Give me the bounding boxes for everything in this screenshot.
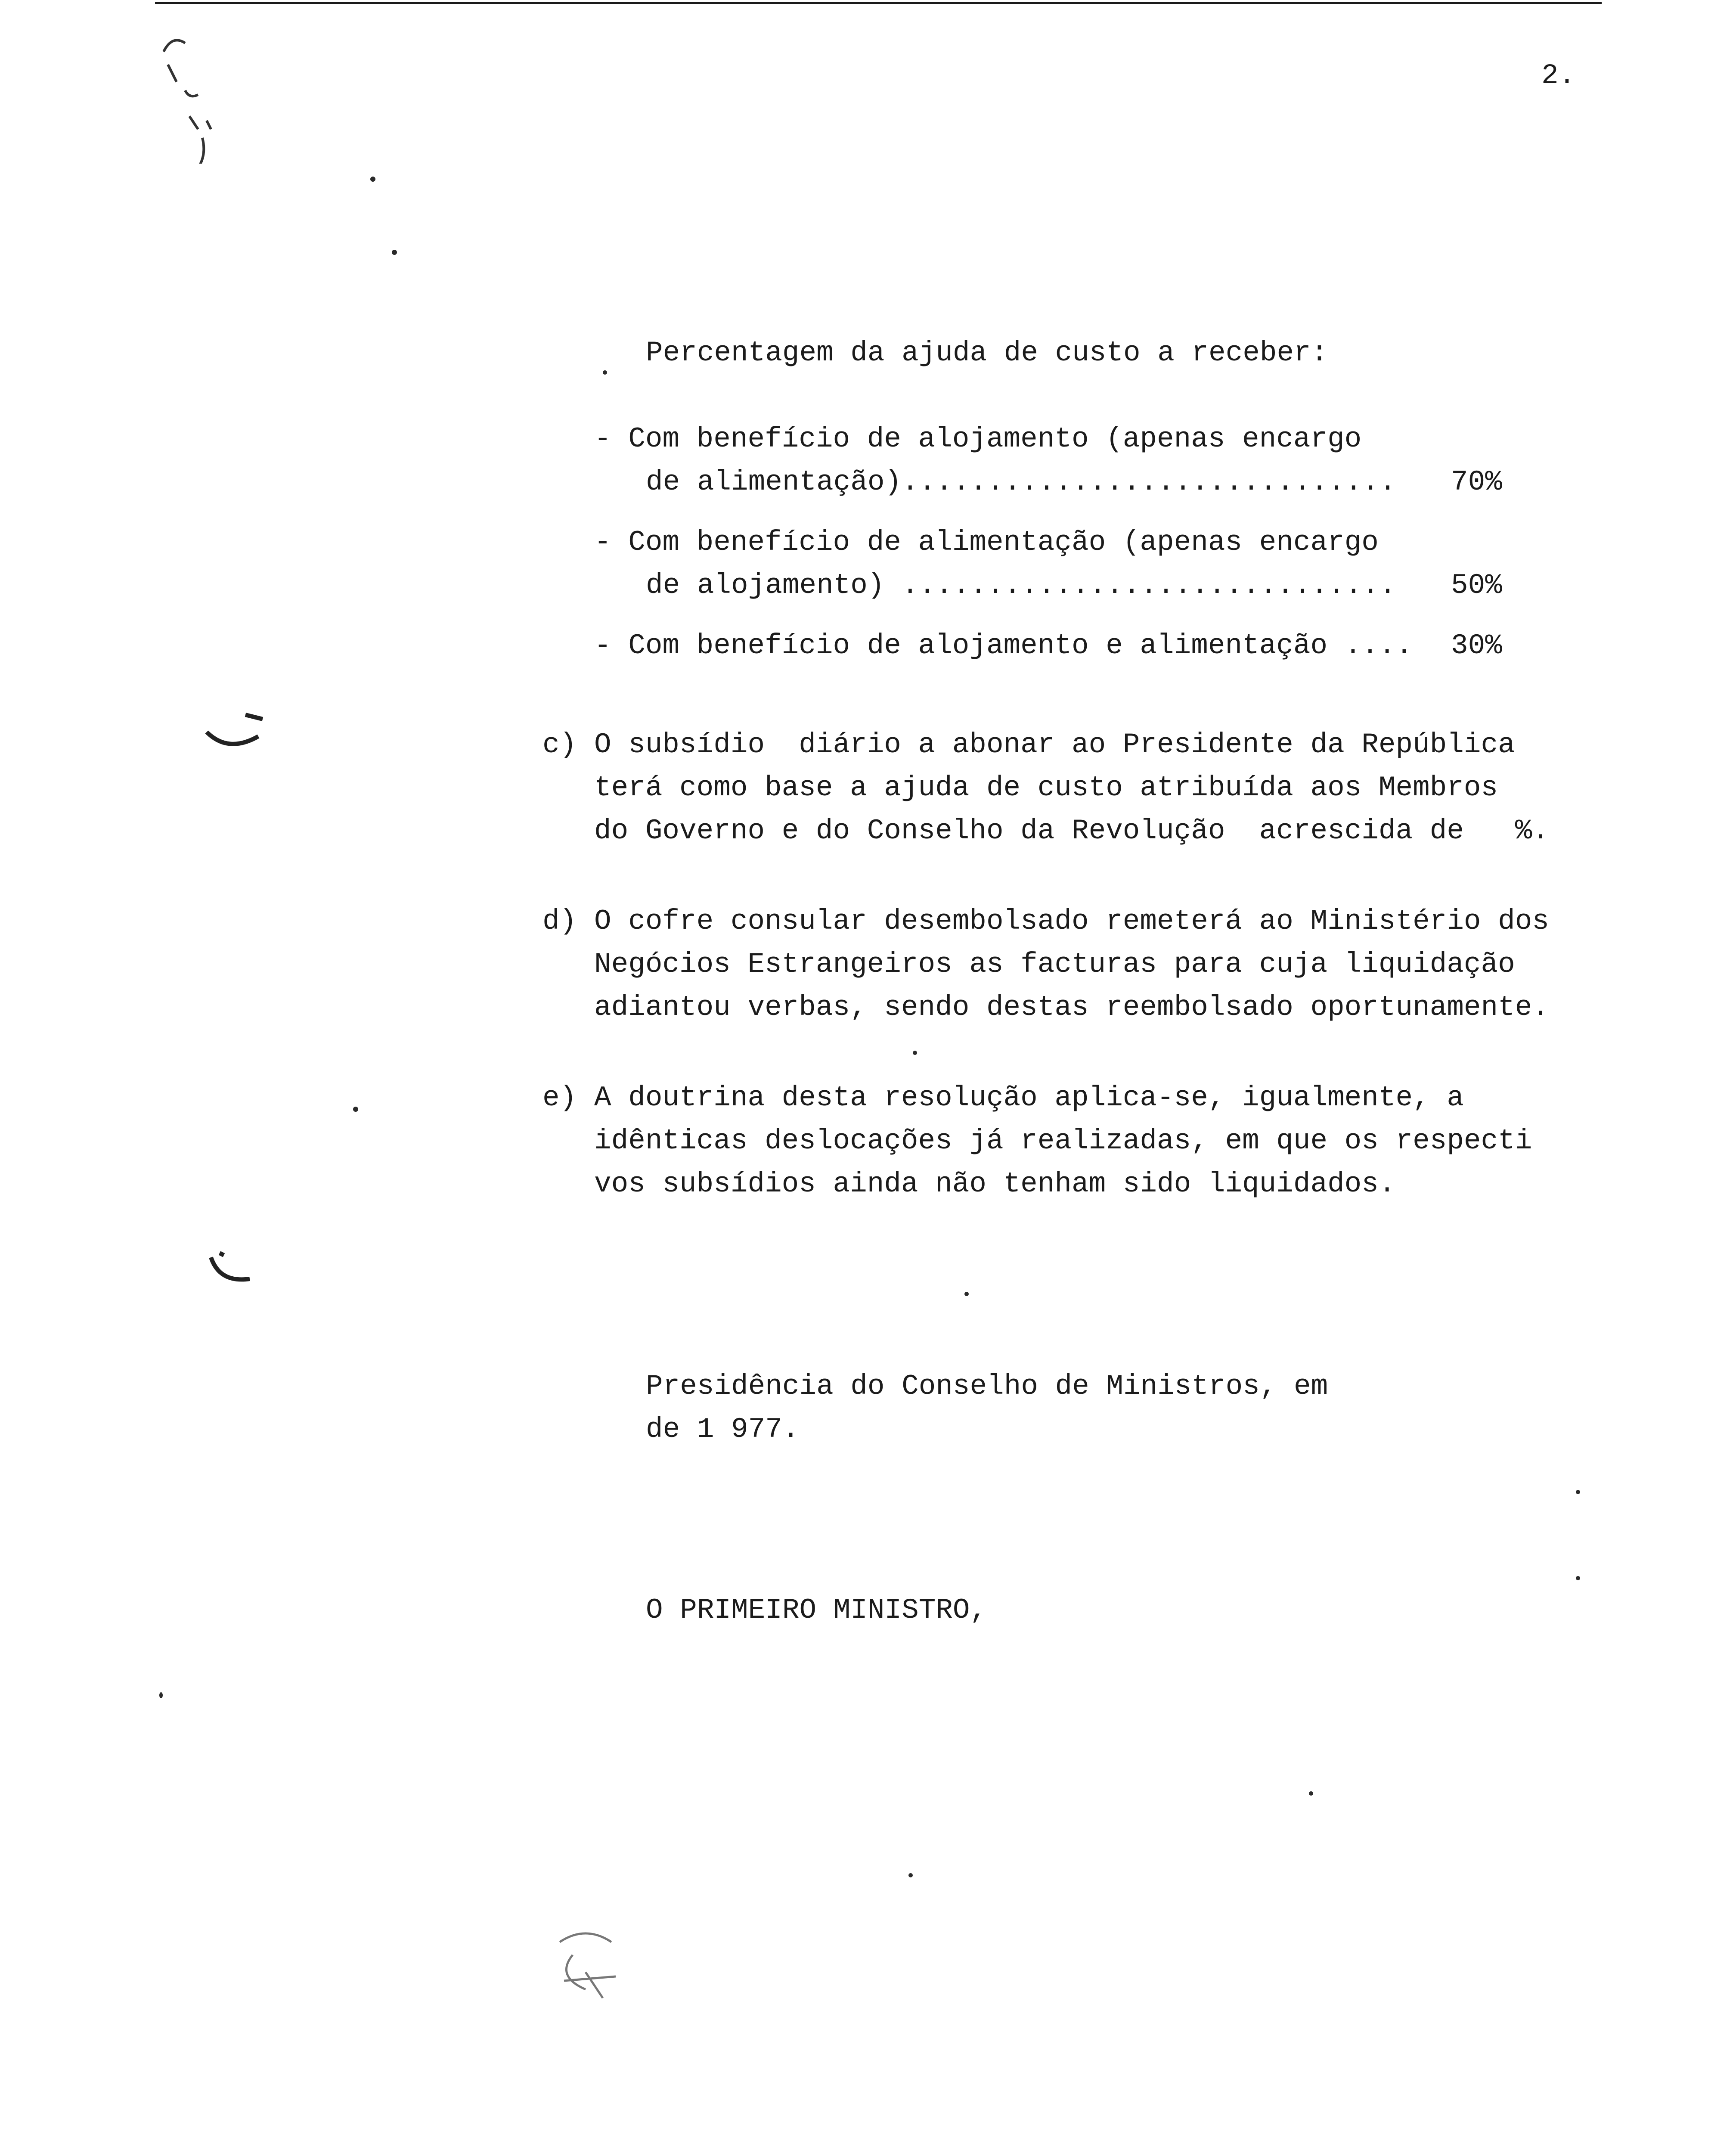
percent-item-2-line2: de alojamento) ............................. [646, 569, 1396, 602]
top-rule [155, 2, 1602, 4]
closing-place-line: Presidência do Conselho de Ministros, em [646, 1370, 1328, 1402]
item-c-letter: c) [542, 729, 577, 761]
item-d-line1: O cofre consular desembolsado remeterá ao Ministério dos [594, 905, 1549, 937]
percent-item-2-line1: - Com benefício de alimentação (apenas encargo [594, 526, 1379, 558]
item-d-line3: adiantou verbas, sendo destas reembolsado oportunamente. [594, 991, 1549, 1024]
item-c-line1: O subsídio diário a abonar ao Presidente da República [594, 729, 1515, 761]
percent-item-1-line1: - Com benefício de alojamento (apenas encargo [594, 423, 1362, 455]
item-c-line2: terá como base a ajuda de custo atribuída aos Membros [594, 772, 1498, 804]
item-e-letter: e) [542, 1082, 577, 1114]
percent-item-3-line1: - Com benefício de alojamento e alimentação .... [594, 630, 1413, 662]
speck [159, 1692, 163, 1698]
percent-item-2-value: 50% [1451, 569, 1502, 602]
speck [353, 1107, 358, 1112]
initials-mark [547, 1925, 633, 2011]
speck [603, 370, 607, 375]
speck [1576, 1490, 1580, 1494]
speck [913, 1051, 917, 1055]
percent-item-1-value: 70% [1451, 466, 1502, 498]
item-e-line1: A doutrina desta resolução aplica-se, igualmente, a [594, 1082, 1464, 1114]
item-e-line2: idênticas deslocações já realizadas, em que os respecti [594, 1125, 1532, 1157]
closing-date-line: de 1 977. [646, 1413, 800, 1446]
speck [964, 1292, 969, 1296]
percentage-heading: Percentagem da ajuda de custo a receber: [646, 337, 1328, 369]
item-e-line3: vos subsídios ainda não tenham sido liquidados. [594, 1168, 1396, 1200]
speck [370, 177, 375, 182]
punch-mark-2 [202, 1249, 271, 1300]
percent-item-1-line2: de alimentação)............................. [646, 466, 1396, 498]
item-c-line3: do Governo e do Conselho da Revolução acrescida de %. [594, 815, 1549, 847]
item-d-line2: Negócios Estrangeiros as facturas para cuja liquidação [594, 948, 1515, 980]
speck [908, 1873, 913, 1877]
speck [1309, 1791, 1313, 1796]
handwritten-marks-top-left [155, 26, 241, 164]
percent-item-3-value: 30% [1451, 630, 1502, 662]
signatory-line: O PRIMEIRO MINISTRO, [646, 1594, 987, 1626]
speck [392, 250, 397, 255]
page-number: 2. [1541, 59, 1576, 92]
item-d-letter: d) [542, 905, 577, 937]
punch-mark-1 [202, 706, 271, 766]
speck [1576, 1576, 1580, 1580]
